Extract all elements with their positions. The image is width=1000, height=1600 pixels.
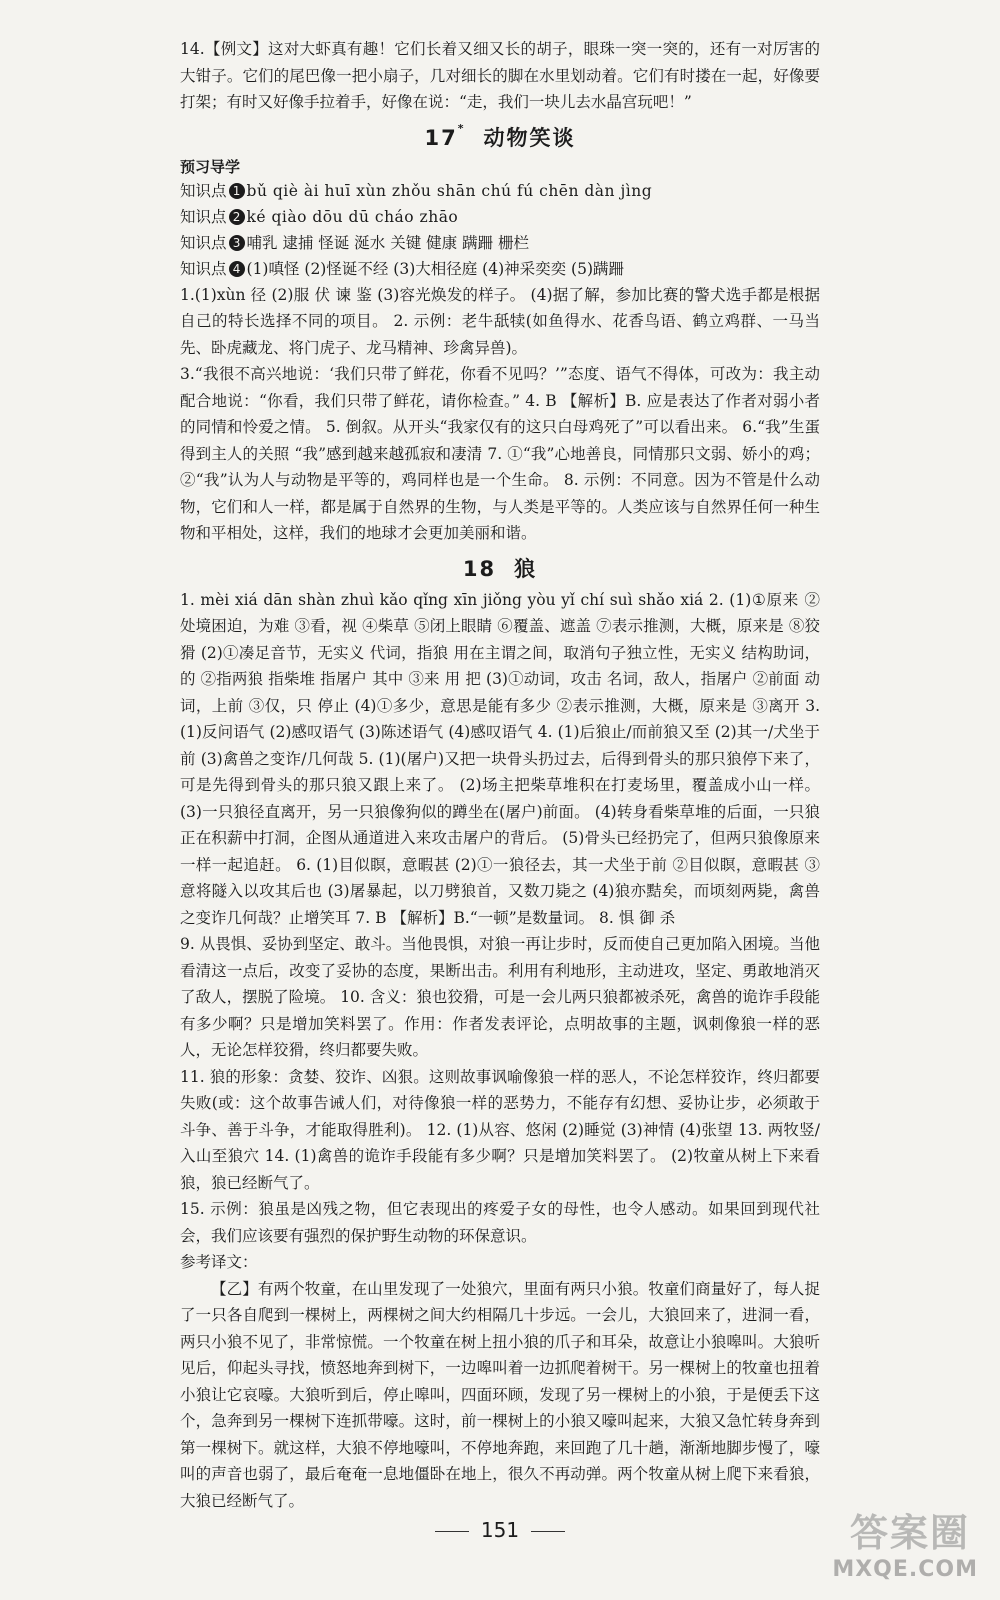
watermark-logo-text: 答案圈: [849, 1511, 970, 1555]
watermark-url: MXQE.COM: [832, 1557, 978, 1582]
section-18-title: [180, 553, 820, 583]
reference-translation: 【乙】有两个牧童，在山里发现了一处狼穴，里面有两只小狼。牧童们商量好了，每人捉了一只各自爬到一棵树上，两棵树之间大约相隔几十步远。一会儿，大狼回来了，进洞一看，两只小狼不见了，非常惊慌。一个牧童在树上扭小狼的爪子和耳朵，故意让小狼嗥叫。大狼听见后，仰起头寻找，愤怒地奔到树下，一边嗥叫着一边抓爬着树干。另一棵树上的牧童也扭着小狼让它哀嚎。大狼听到后，停止嗥叫，四面环顾，发现了另一棵树上的小狼，于是便丢下这个，急奔到另一棵树下连抓带嚎。这时，前一棵树上的小狼又嚎叫起来，大狼又急忙转身奔到第一棵树下。就这样，大狼不停地嚎叫，不停地奔跑，来回跑了几十趟，渐渐地脚步慢了，嚎叫的声音也弱了，最后奄奄一息地僵卧在地上，很久不再动弹。两个牧童从树上爬下来看狼，大狼已经断气了。: [180, 1279, 820, 1510]
knowledge-point-3: 知识点 3 哺乳 逮捕 怪诞 涎水 关键 健康 蹒跚 栅栏: [180, 233, 530, 252]
knowledge-point-2: 知识点 2 ké qiào dōu dū cháo zhāo: [180, 207, 459, 226]
section-18-answers-2: 9. 从畏惧、妥协到坚定、敢斗。当他畏惧，对狼一再让步时，反而使自己更加陷入困境。当他看清这一点后，改变了妥协的态度，果断出击。利用有利地形，主动进攻，坚定、勇敢地消灭了敌人，摆脱了险境。 10. 含义：狼也狡猾，可是一会儿两只狼都被杀死，禽兽的诡诈手段能有多少啊？只是增加笑料罢了。作用：作者发表评论，点明故事的主题，讽刺像狼一样的恶人，无论怎样狡猾，终归都要失败。: [180, 935, 820, 1059]
number-badge: 4: [229, 261, 245, 277]
section-17-title: [180, 122, 820, 152]
knowledge-point-1: 知识点 1 bǔ qiè ài huī xùn zhǒu shān chú fú chēn dàn jìng: [180, 181, 653, 200]
section-18-number: 18: [462, 556, 497, 581]
section-17-name: 动物笑谈: [483, 125, 576, 150]
page-number: 151: [480, 1518, 520, 1542]
section-17-answers-2: 3.“我很不高兴地说：‘我们只带了鲜花，你看不见吗？’”态度、语气不得体，可改为：我主动配合地说：“你看，我们只带了鲜花，请你检查。” 4. B 【解析】B. 应是表达了作者对弱小者的同情和怜爱之情。 5. 倒叙。从开头“我家仅有的这只白母鸡死了”可以看出来。 6.“我”生蛋得到主人的关照 “我”感到越来越孤寂和凄清 7. ①“我”心地善良，同情那只文弱、娇小的鸡；②“我”认为人与动物是平等的，鸡同样也是一个生命。 8. 示例：不同意。因为不管是什么动物，它们和人一样，都是属于自然界的生物，与人类是平等的。人类应该与自然界任何一种生物和平相处，这样，我们的地球才会更加美丽和谐。: [180, 365, 820, 542]
section-18-name: 狼: [514, 556, 538, 581]
footer-dash-right: [531, 1531, 565, 1532]
section-18-answers-3: 11. 狼的形象：贪婪、狡诈、凶狠。这则故事讽喻像狼一样的恶人，不论怎样狡诈，终归都要失败(或：这个故事告诫人们，对待像狼一样的恶势力，不能存有幻想、妥协让步，必须敢于斗争、善于斗争，才能取得胜利)。 12. (1)从容、悠闲 (2)睡觉 (3)神情 (4)张望 13. 两牧竖/入山至狼穴 14. (1)禽兽的诡诈手段能有多少啊？只是增加笑料罢了。 (2)牧童从树上下来看狼，狼已经断气了。: [180, 1067, 820, 1192]
example-answer-14: 14.【例文】这对大虾真有趣！它们长着又细又长的胡子，眼珠一突一突的，还有一对厉害的大钳子。它们的尾巴像一把小扇子，几对细长的脚在水里划动着。它们有时搂在一起，好像要打架；有时又好像手拉着手，好像在说：“走，我们一块儿去水晶宫玩吧！”: [180, 40, 820, 111]
preview-heading: 预习导学: [180, 157, 241, 176]
site-watermark: [798, 1502, 978, 1582]
number-badge: 3: [229, 235, 245, 251]
section-18-answers-1: 1. mèi xiá dān shàn zhuì kǎo qǐng xīn jiǒng yòu yǐ chí suì shǎo xiá 2. (1)①原来 ②处境困迫，为难 ③看，视 ④柴草 ⑤闭上眼睛 ⑥覆盖、遮盖 ⑦表示推测，大概，原来是 ⑧狡猾 (2)①凑足音节，无实义 代词，指狼 用在主谓之间，取消句子独立性，无实义 结构助词，的 ②指两狼 指柴堆 指屠户 其中 ③来 用 把 (3)①动词，攻击 名词，敌人，指屠户 ②前面 动词，上前 ③仅，只 停止 (4)①多少，意思是能有多少 ②表示推测，大概，原来是 ③离开 3. (1)反问语气 (2)感叹语气 (3)陈述语气 (4)感叹语气 4. (1)后狼止/而前狼又至 (2)其一/犬坐于前 (3)禽兽之变诈/几何哉 5. (1)(屠户)又把一块骨头扔过去，后得到骨头的那只狼停下来了，可是先得到骨头的那只狼又跟上来了。 (2)场主把柴草堆积在打麦场里，覆盖成小山一样。 (3)一只狼径直离开，另一只狼像狗似的蹲坐在(屠户)前面。 (4)转身看柴草堆的后面，一只狼正在积薪中打洞，企图从通道进入来攻击屠户的背后。 (5)骨头已经扔完了，但两只狼像原来一样一起追赶。 6. (1)目似瞑，意暇甚 (2)①一狼径去，其一犬坐于前 ②目似瞑，意暇甚 ③意将隧入以攻其后也 (3)屠暴起，以刀劈狼首，又数刀毙之 (4)狼亦黠矣，而顷刻两毙，禽兽之变诈几何哉？止增笑耳 7. B 【解析】B.“一顿”是数量词。 8. 惧 御 杀: [180, 590, 820, 927]
knowledge-point-4: 知识点 4 (1)嗔怪 (2)怪诞不经 (3)大相径庭 (4)神采奕奕 (5)蹒跚: [180, 259, 625, 278]
reference-translation-heading: 参考译文：: [180, 1253, 258, 1271]
number-badge: 2: [229, 209, 245, 225]
section-17-number: 17*: [424, 121, 466, 150]
number-badge: 1: [229, 183, 245, 199]
section-17-answers-1: 1.(1)xùn 径 (2)服 伏 谏 鉴 (3)容光焕发的样子。 (4)据了解，参加比赛的警犬选手都是根据自己的特长选择不同的项目。 2. 示例：老牛舐犊(如鱼得水、花香鸟语、鹤立鸡群、一马当先、卧虎藏龙、将门虎子、龙马精神、珍禽异兽)。: [180, 285, 820, 357]
section-18-answers-4: 15. 示例：狼虽是凶残之物，但它表现出的疼爱子女的母性，也令人感动。如果回到现代社会，我们应该要有强烈的保护野生动物的环保意识。: [180, 1200, 820, 1245]
footer-dash-left: [435, 1531, 469, 1532]
answer-page: [180, 36, 820, 1514]
